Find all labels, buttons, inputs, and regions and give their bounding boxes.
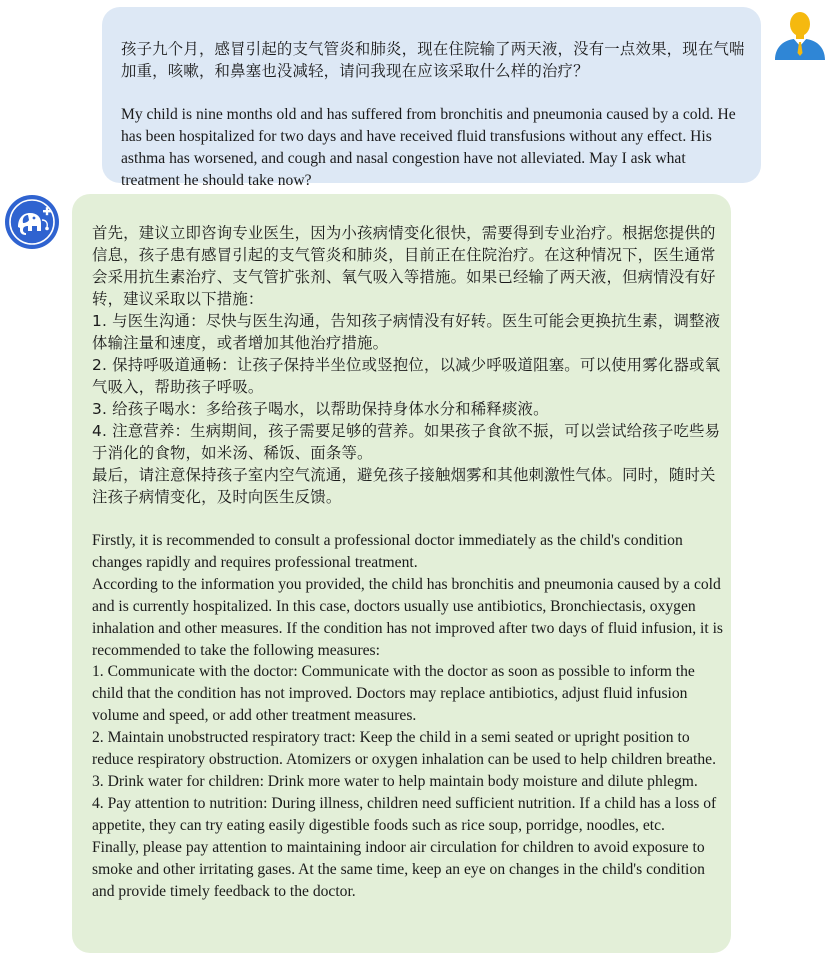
assistant-message-en: Firstly, it is recommended to consult a professional doctor immediately as the child's condition changes rapidly and requires professional treatment. According to the information you provided, the child has bronchitis and pneumonia caused by a cold and is currently hospitalized. In this case, doctors usually use antibiotics, Bronchiectasis, oxygen inhalation and other measures. If the condition has not improved after two days of fluid infusion, it is recommended to take the following measures: 1. Communicate with the doctor: Communicate with the doctor as soon as possible to inform the child that the condition has not improved. Doctors may replace antibiotics, adjust fluid infusion volume and speed, or add other treatment measures. 2. Maintain unobstructed respiratory tract: Keep the child in a semi seated or upright position to reduce respiratory obstruction. Atomizers or oxygen inhalation can be used to help children breathe. 3. Drink water for children: Drink more water to help maintain body moisture and dilute phlegm. 4. Pay attention to nutrition: During illness, children need sufficient nutrition. If a child has a loss of appetite, they can try eating easily digestible foods such as rice soup, porridge, noodles, etc. Finally, please pay attention to maintaining indoor air circulation for children to avoid exposure to smoke and other irritating gases. At the same time, keep an eye on changes in the child's condition and provide timely feedback to the doctor. — [92, 532, 723, 900]
assistant-message-bubble — [72, 194, 731, 953]
user-message-en: My child is nine months old and has suffered from bronchitis and pneumonia caused by a cold. He has been hospitalized for two days and have received fluid transfusions without any effect. His asthma has worsened, and cough and nasal congestion have not alleviated. May I ask what treatment he should take now? — [121, 106, 736, 189]
user-avatar-icon — [772, 10, 828, 62]
user-message-bubble — [102, 7, 761, 189]
user-message-zh: 孩子九个月，感冒引起的支气管炎和肺炎，现在住院输了两天液，没有一点效果，现在气喘加重，咳嗽，和鼻塞也没减轻，请问我现在应该采取什么样的治疗？ — [121, 40, 745, 80]
elephant-doctor-avatar-icon — [4, 194, 60, 250]
assistant-message-zh: 首先，建议立即咨询专业医生，因为小孩病情变化很快，需要得到专业治疗。根据您提供的信息，孩子患有感冒引起的支气管炎和肺炎，目前正在住院治疗。在这种情况下，医生通常会采用抗生素治疗、支气管扩张剂、氧气吸入等措施。如果已经输了两天液，但病情没有好转，建议采取以下措施： 1. 与医生沟通：尽快与医生沟通，告知孩子病情没有好转。医生可能会更换抗生素，调整液体输注量和速度，或者增加其他治疗措施。 2. 保持呼吸道通畅：让孩子保持半坐位或竖抱位，以减少呼吸道阻塞。可以使用雾化器或氧气吸入，帮助孩子呼吸。 3. 给孩子喝水：多给孩子喝水，以帮助保持身体水分和稀释痰液。 4. 注意营养：生病期间，孩子需要足够的营养。如果孩子食欲不振，可以尝试给孩子吃些易于消化的食物，如米汤、稀饭、面条等。 最后，请注意保持孩子室内空气流通，避免孩子接触烟雾和其他刺激性气体。同时，随时关注孩子病情变化，及时向医生反馈。 — [92, 224, 721, 506]
